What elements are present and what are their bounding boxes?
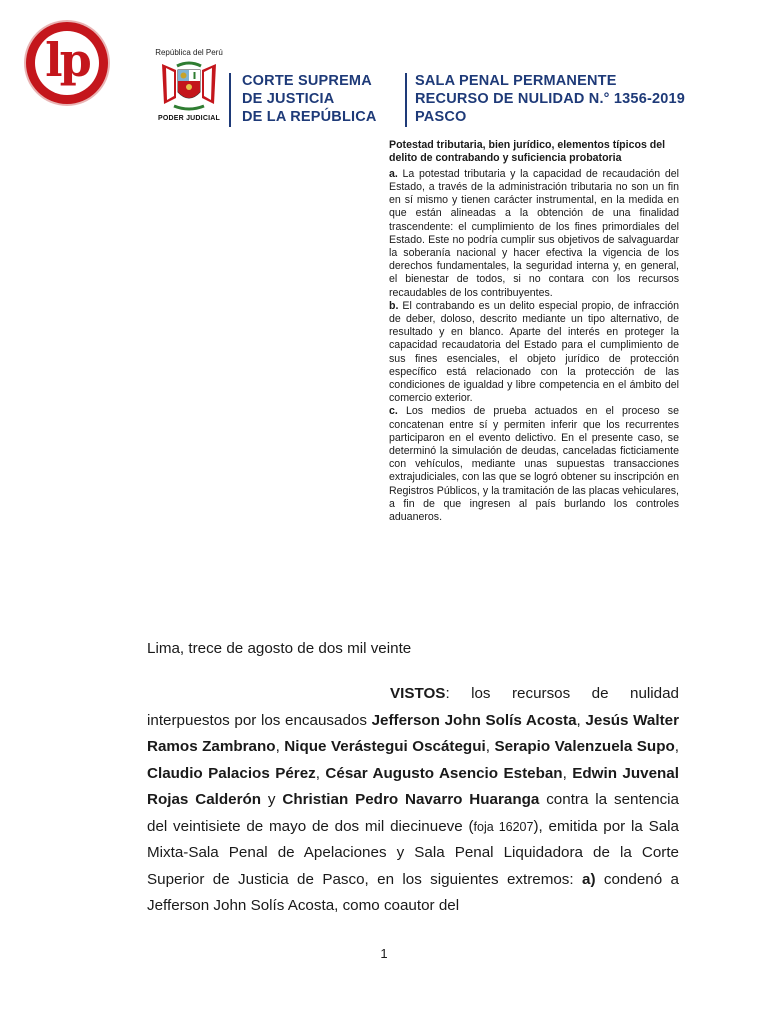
summary-item-b-label: b. (389, 299, 399, 312)
summary-title: Potestad tributaria, bien jurídico, elementos típicos del delito de contrabando y suficiencia probatoria (389, 139, 666, 165)
court-line-1: CORTE SUPREMA (242, 73, 372, 89)
summary-item-c-text: Los medios de prueba actuados en el proceso se concatenan entre sí y permiten inferir que los recurrentes participaron en el evento delictivo. En el presente caso, se determinó la simulación de deudas, canceladas ficticiamente con vehículos, mediante unas supuestas transacciones extrajudiciales, con las que se logró obtener su inscripción en Registros Públicos, y la tramitación de las placas vehiculares, a fin de que ingresen al país burlando los controles aduaneros. (389, 405, 679, 524)
separator: , (562, 764, 573, 782)
separator: , (315, 764, 326, 782)
separator: , (485, 738, 495, 755)
summary-item-b (389, 300, 679, 406)
defendant-name: Jesús Walter Ramos Zambrano (147, 711, 679, 755)
foja-reference: foja 16207 (473, 819, 534, 834)
defendant-name: Christian Pedro Navarro Huaranga (282, 791, 540, 808)
coat-bottom-text: PODER JUDICIAL (158, 115, 220, 122)
header-divider-right (405, 73, 407, 127)
summary-item-a (389, 168, 679, 300)
defendant-name: Nique Verástegui Oscátegui (284, 738, 486, 755)
lp-logo (26, 22, 108, 104)
summary-item-b-text: El contrabando es un delito especial propio, de infracción de deber, doloso, descrito mediante un tipo alternativo, de resultado y en blanco. Aparte del interés en proteger la capacidad recaudatoria del Estado para el cumplimiento de sus fines esenciales, el objeto jurídico de protección específico está relacionado con la protección de las condiciones de igualdad y libre competencia en el ámbito del comercio exterior. (389, 299, 679, 405)
summary-item-c (389, 405, 679, 524)
case-info (415, 72, 685, 126)
summary-block (389, 139, 679, 524)
coat-of-arms-icon (156, 58, 222, 114)
body-text-3: ), emitida por la Sala Mixta-Sala Penal de Apelaciones y Sala Penal Liquidadora de la Corte Superior de Justicia de Pasco, en los siguientes extremos: (147, 817, 679, 888)
summary-item-c-label: c. (389, 405, 398, 418)
coat-top-text: República del Perú (155, 48, 223, 57)
separator: , (576, 711, 586, 729)
date-line: Lima, trece de agosto de dos mil veinte (147, 640, 412, 657)
case-line-3: PASCO (415, 109, 467, 125)
separator: y (261, 791, 283, 808)
body-text-1: : los recursos de nulidad interpuestos por los encausados (147, 685, 679, 729)
main-paragraph (147, 681, 679, 920)
summary-item-a-label: a. (389, 167, 398, 180)
header-divider-left (229, 73, 231, 127)
lp-logo-text: lp (45, 33, 89, 87)
court-line-3: DE LA REPÚBLICA (242, 109, 377, 125)
court-line-2: DE JUSTICIA (242, 91, 335, 107)
case-line-1: SALA PENAL PERMANENTE (415, 73, 617, 89)
coat-of-arms (150, 48, 228, 128)
court-name (242, 72, 377, 126)
separator: , (275, 738, 285, 755)
page-number: 1 (380, 946, 388, 961)
separator: , (674, 738, 679, 755)
defendant-name: Claudio Palacios Pérez (147, 764, 316, 782)
body-text-2: contra la sentencia del veintisiete de mayo de dos mil diecinueve ( (147, 791, 679, 835)
defendant-name: Edwin Juvenal Rojas Calderón (147, 764, 679, 808)
body-text-4: condenó a Jefferson John Solís Acosta, como coautor del (147, 870, 679, 914)
summary-item-a-text: La potestad tributaria y la capacidad de recaudación del Estado, a través de la administración tributaria no son un fin en sí mismo y tienen carácter instrumental, en la medida en que están alineadas a la obtención de una finalidad trascendente: el cumplimiento de los fines primordiales del Estado. Este no podría cumplir sus objetivos de salvaguardar la soberanía nacional y hacer efectiva la vigencia de los derechos fundamentales, la seguridad interna y, en general, el bienestar de todos, si no contara con los recursos recaudables de los contribuyentes. (389, 167, 679, 299)
defendant-name: Serapio Valenzuela Supo (494, 738, 675, 755)
item-a-label: a) (582, 870, 596, 888)
case-line-2: RECURSO DE NULIDAD N.° 1356-2019 (415, 91, 686, 107)
vistos-label: VISTOS (390, 685, 446, 702)
defendant-name: César Augusto Asencio Esteban (325, 764, 563, 782)
defendant-name: Jefferson John Solís Acosta (371, 711, 577, 729)
